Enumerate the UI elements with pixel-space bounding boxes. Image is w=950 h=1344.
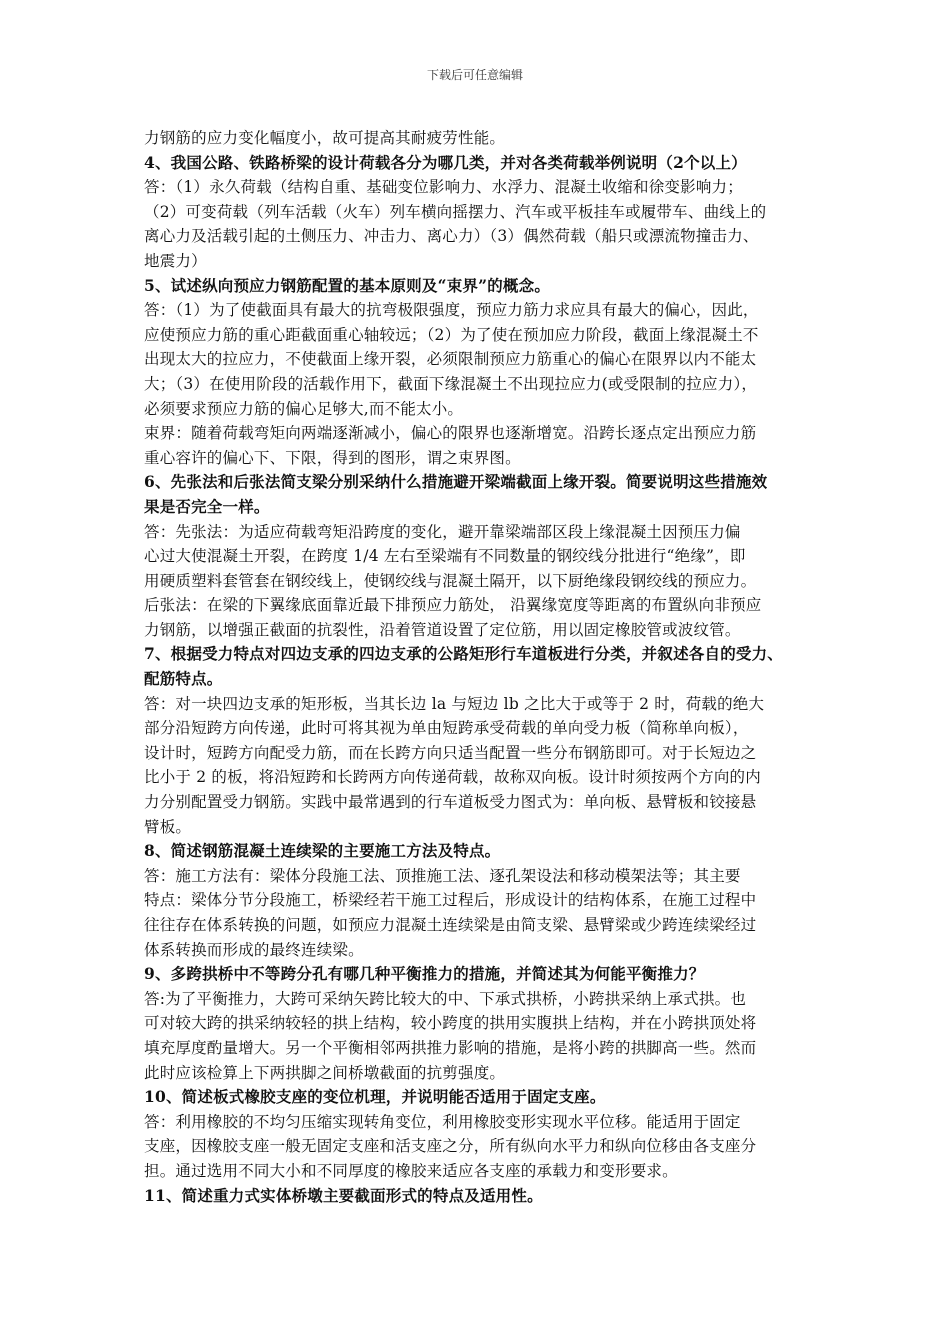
- answer-text-line: 此时应该检算上下两拱脚之间桥墩截面的抗剪强度。: [144, 1063, 506, 1082]
- answer-text-line: （2）可变荷载（列车活载（火车）列车横向摇摆力、汽车或平板挂车或履带车、曲线上的: [144, 202, 767, 221]
- answer-text-line: 地震力）: [144, 251, 207, 270]
- answer-text-line: 后张法：在梁的下翼缘底面靠近最下排预应力筋处， 沿翼缘宽度等距离的布置纵向非预应: [144, 596, 762, 615]
- question-heading-line: 11、简述重力式实体桥墩主要截面形式的特点及适用性。: [144, 1185, 543, 1205]
- answer-text-line: 可对较大跨的拱采纳较轻的拱上结构，较小跨度的拱用实腹拱上结构，并在小跨拱顶处将: [144, 1014, 757, 1033]
- answer-text-line: 离心力及活载引起的土侧压力、冲击力、离心力）（3）偶然荷载（船只或漂流物撞击力、: [144, 227, 759, 246]
- answer-text-line: 答：对一块四边支承的矩形板，当其长边 la 与短边 lb 之比大于或等于 2 时，荷载的绝大: [144, 694, 765, 713]
- answer-text-line: 答:为了平衡推力，大跨可采纳矢跨比较大的中、下承式拱桥，小跨拱采纳上承式拱。也: [144, 989, 747, 1008]
- answer-text-line: 大；（3）在使用阶段的活载作用下，截面下缘混凝土不出现拉应力(或受限制的拉应力），: [144, 374, 758, 393]
- answer-text-line: 比小于 2 的板，将沿短跨和长跨两方向传递荷载，故称双向板。设计时须按两个方向的内: [144, 768, 761, 787]
- answer-text-line: 心过大使混凝土开裂，在跨度 1/4 左右至梁端有不同数量的钢绞线分批进行“绝缘”，即: [144, 547, 746, 566]
- answer-text-line: 力钢筋的应力变化幅度小，故可提高其耐疲劳性能。: [144, 129, 506, 147]
- answer-text-line: 设计时，短跨方向配受力筋，而在长跨方向只适当配置一些分布钢筋即可。对于长短边之: [144, 743, 757, 762]
- question-heading-line: 7、根据受力特点对四边支承的四边支承的公路矩形行车道板进行分类，并叙述各自的受力、: [144, 644, 783, 664]
- answer-text-line: 应使预应力筋的重心距截面重心轴较远；（2）为了使在预加应力阶段，截面上缘混凝土不: [144, 325, 759, 344]
- answer-text-line: 支座，因橡胶支座一般无固定支座和活支座之分，所有纵向水平力和纵向位移由各支座分: [144, 1137, 757, 1156]
- answer-text-line: 特点：梁体分节分段施工，桥梁经若干施工过程后，形成设计的结构体系，在施工过程中: [144, 891, 757, 910]
- answer-text-line: 答：利用橡胶的不均匀压缩实现转角变位，利用橡胶变形实现水平位移。能适用于固定: [144, 1112, 741, 1131]
- question-heading-line: 配筋特点。: [144, 669, 223, 689]
- question-heading-line: 9、多跨拱桥中不等跨分孔有哪几种平衡推力的措施，并简述其为何能平衡推力？: [144, 964, 705, 984]
- question-heading-line: 10、简述板式橡胶支座的变位机理，并说明能否适用于固定支座。: [144, 1087, 606, 1107]
- answer-text-line: 必须要求预应力筋的偏心足够大,而不能太小。: [144, 399, 464, 418]
- answer-text-line: 担。通过选用不同大小和不同厚度的橡胶来适应各支座的承载力和变形要求。: [144, 1161, 678, 1180]
- question-heading-line: 6、先张法和后张法简支梁分别采纳什么措施避开梁端截面上缘开裂。简要说明这些措施效: [144, 472, 768, 492]
- answer-text-line: 往往存在体系转换的问题，如预应力混凝土连续梁是由简支梁、悬臂梁或少跨连续梁经过: [144, 916, 757, 934]
- answer-text-line: 用硬质塑料套管套在钢绞线上，使钢绞线与混凝土隔开，以下厨绝缘段钢绞线的预应力。: [144, 571, 757, 590]
- answer-text-line: 出现太大的拉应力，不使截面上缘开裂，必须限制预应力筋重心的偏心在限界以内不能太: [144, 350, 757, 369]
- answer-text-line: 答：（1）永久荷载（结构自重、基础变位影响力、水浮力、混凝土收缩和徐变影响力；: [144, 178, 743, 197]
- answer-text-line: 填充厚度酌量增大。另一个平衡相邻两拱推力影响的措施，是将小跨的拱脚高一些。然而: [144, 1038, 757, 1057]
- answer-text-line: 体系转换而形成的最终连续梁。: [144, 940, 364, 959]
- question-heading-line: 5、试述纵向预应力钢筋配置的基本原则及“束界”的概念。: [144, 275, 551, 295]
- question-heading-line: 4、我国公路、铁路桥梁的设计荷载各分为哪几类，并对各类荷载举例说明（2个以上）: [144, 152, 747, 172]
- answer-text-line: 答：（1）为了使截面具有最大的抗弯极限强度，预应力筋力求应具有最大的偏心，因此，: [144, 301, 759, 320]
- question-heading-line: 果是否完全一样。: [144, 496, 270, 516]
- answer-text-line: 力分别配置受力钢筋。实践中最常遇到的行车道板受力图式为：单向板、悬臂板和铰接悬: [144, 793, 757, 812]
- answer-text-line: 重心容许的偏心下、下限，得到的图形，谓之束界图。: [144, 448, 521, 467]
- page-header: 下载后可任意编辑: [426, 68, 523, 82]
- answer-text-line: 答：先张法：为适应荷载弯矩沿跨度的变化，避开靠梁端部区段上缘混凝土因预压力偏: [144, 522, 741, 541]
- question-heading-line: 8、简述钢筋混凝土连续梁的主要施工方法及特点。: [144, 841, 501, 861]
- answer-text-line: 束界：随着荷载弯矩向两端逐渐减小，偏心的限界也逐渐增宽。沿跨长逐点定出预应力筋: [144, 424, 757, 443]
- answer-text-line: 答：施工方法有：梁体分段施工法、顶推施工法、逐孔架设法和移动模架法等；其主要: [144, 866, 741, 885]
- answer-text-line: 臂板。: [144, 817, 192, 836]
- answer-text-line: 力钢筋，以增强正截面的抗裂性，沿着管道设置了定位筋，用以固定橡胶管或波纹管。: [144, 620, 741, 639]
- document-body: [144, 126, 812, 1208]
- answer-text-line: 部分沿短跨方向传递，此时可将其视为单由短跨承受荷载的单向受力板（简称单向板），: [144, 719, 749, 738]
